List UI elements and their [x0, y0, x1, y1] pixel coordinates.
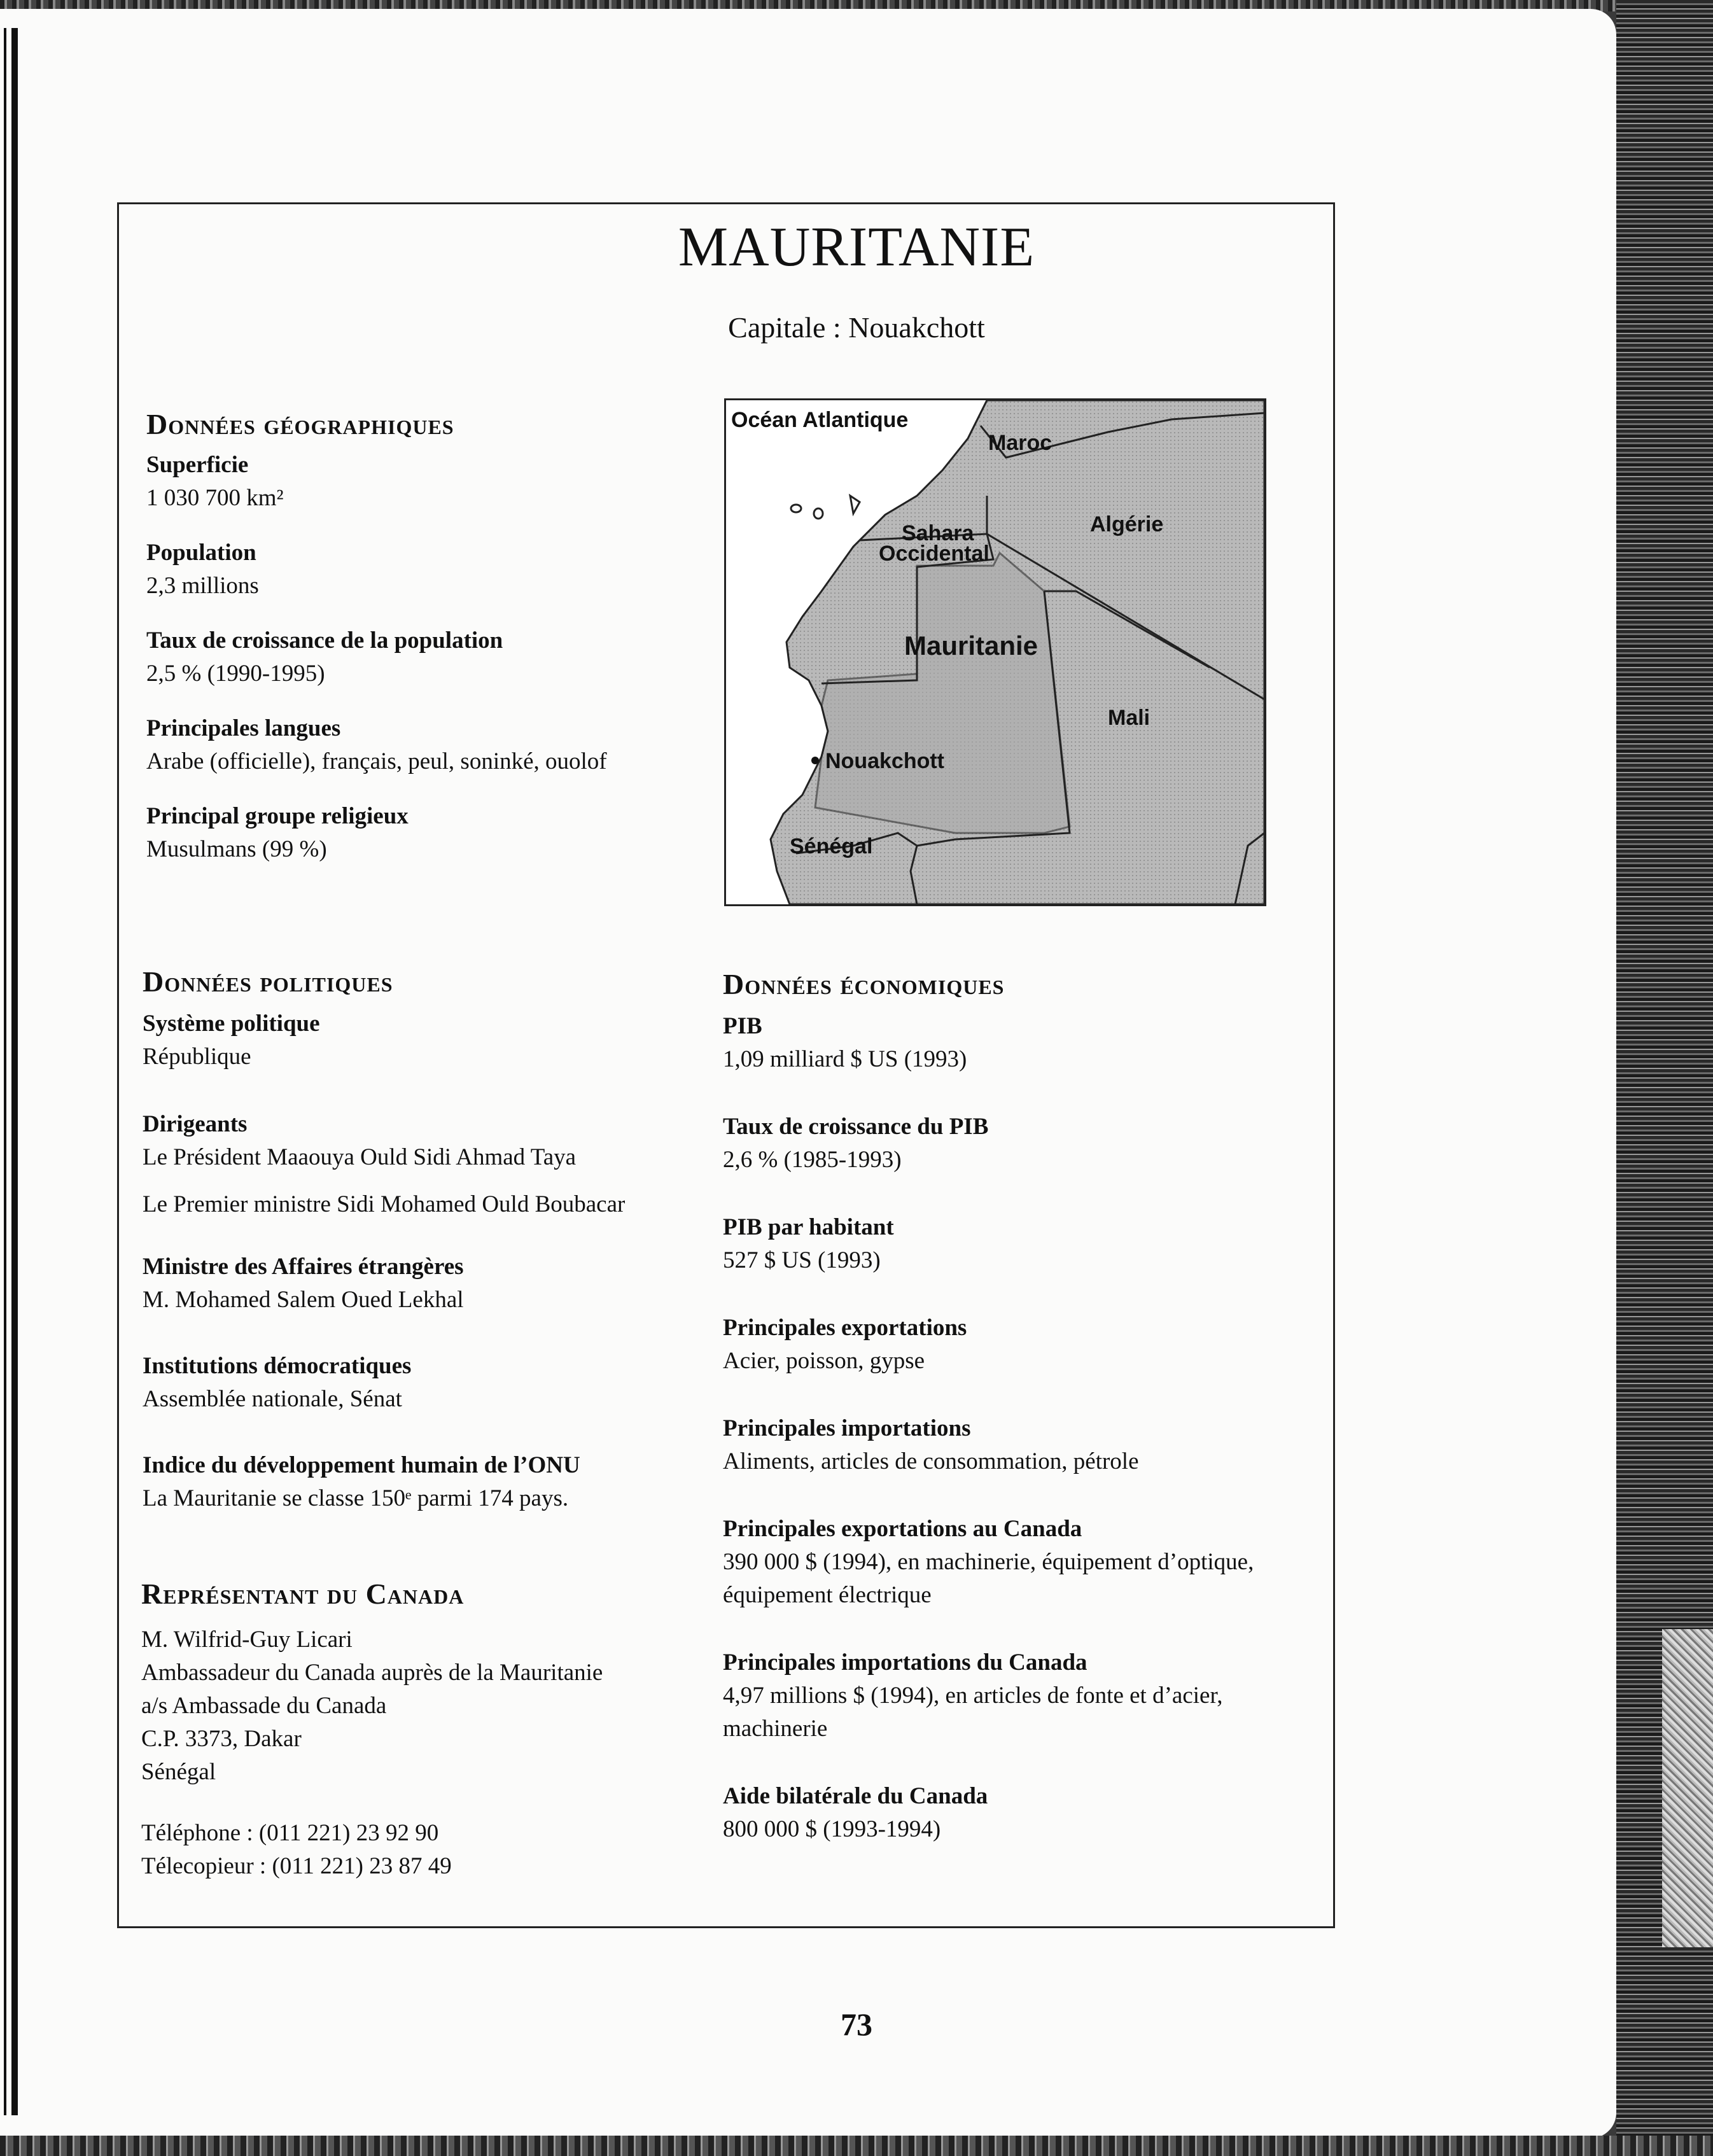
eco-value: Acier, poisson, gypse	[723, 1348, 925, 1374]
geo-item	[146, 536, 706, 603]
pol-label: Système politique	[143, 1011, 320, 1037]
eco-value: 2,6 % (1985-1993)	[723, 1147, 902, 1173]
pol-value: République	[143, 1044, 251, 1070]
rep-line: a/s Ambassade du Canada	[141, 1693, 387, 1719]
eco-value-2: machinerie	[723, 1716, 828, 1742]
eco-label: Aide bilatérale du Canada	[723, 1783, 988, 1809]
map-capital-dot	[811, 757, 819, 764]
page-title: MAURITANIE	[678, 216, 1035, 278]
eco-heading: Données économiques	[723, 968, 1005, 1000]
eco-value: 800 000 $ (1993-1994)	[723, 1816, 941, 1842]
pol-label: Institutions démocratiques	[143, 1353, 412, 1379]
eco-label: PIB par habitant	[723, 1214, 894, 1240]
geo-value: Arabe (officielle), français, peul, soninké, ouolof	[146, 748, 607, 774]
eco-label: PIB	[723, 1013, 762, 1039]
eco-item	[723, 1646, 1321, 1746]
pol-item	[143, 1350, 715, 1416]
eco-value: Aliments, articles de consommation, pétrole	[723, 1448, 1139, 1474]
eco-section	[723, 967, 1321, 1846]
eco-item	[723, 1412, 1321, 1478]
eco-item	[723, 1312, 1321, 1378]
eco-value: 390 000 $ (1994), en machinerie, équipement d’optique,	[723, 1549, 1254, 1575]
geo-section	[146, 407, 706, 866]
pol-label: Indice du développement humain de l’ONU	[143, 1452, 580, 1478]
pol-value-2: Le Premier ministre Sidi Mohamed Ould Boubacar	[143, 1191, 626, 1217]
pol-section	[143, 965, 715, 1515]
rep-line: C.P. 3373, Dakar	[141, 1726, 302, 1752]
map-label-mali: Mali	[1108, 706, 1150, 730]
geo-label: Principales langues	[146, 715, 341, 741]
map-label-nouakchott: Nouakchott	[825, 749, 944, 773]
geo-label: Taux de croissance de la population	[146, 627, 503, 654]
pol-value: M. Mohamed Salem Oued Lekhal	[143, 1287, 464, 1313]
region-map	[724, 398, 1266, 906]
rep-line: Sénégal	[141, 1759, 216, 1785]
rep-line: Ambassadeur du Canada auprès de la Mauritanie	[141, 1660, 603, 1686]
eco-value: 1,09 milliard $ US (1993)	[723, 1046, 967, 1072]
map-label-maroc: Maroc	[988, 431, 1052, 455]
eco-label: Principales exportations	[723, 1315, 967, 1341]
geo-label: Population	[146, 540, 256, 566]
map-svg	[726, 400, 1264, 904]
scan-right-patch	[1662, 1629, 1713, 1947]
rep-address	[141, 1623, 714, 1789]
geo-item	[146, 800, 706, 866]
eco-value-2: équipement électrique	[723, 1582, 932, 1608]
geo-value: 2,5 % (1990-1995)	[146, 661, 325, 687]
map-label-sahara: Sahara	[902, 521, 974, 545]
scan-bottom-edge	[0, 2136, 1713, 2156]
map-label-algerie: Algérie	[1090, 512, 1164, 536]
geo-item	[146, 624, 706, 690]
pol-value: Assemblée nationale, Sénat	[143, 1386, 402, 1412]
pol-value: La Mauritanie se classe 150ᵉ parmi 174 pays.	[143, 1485, 569, 1511]
geo-label: Principal groupe religieux	[146, 803, 409, 829]
pol-value: Le Président Maaouya Ould Sidi Ahmad Taya	[143, 1144, 577, 1170]
rep-phone: Téléphone : (011 221) 23 92 90	[141, 1820, 439, 1846]
map-label-senegal: Sénégal	[790, 834, 873, 858]
geo-heading: Données géographiques	[146, 408, 454, 440]
capital-line: Capitale : Nouakchott	[728, 311, 985, 344]
geo-value: 1 030 700 km²	[146, 485, 284, 511]
eco-item	[723, 1211, 1321, 1277]
pol-heading: Données politiques	[143, 965, 393, 998]
pol-item	[143, 1007, 715, 1074]
pol-item	[143, 1108, 715, 1221]
eco-value: 4,97 millions $ (1994), en articles de fonte et d’acier,	[723, 1683, 1223, 1709]
map-label-ocean: Océan Atlantique	[731, 408, 909, 432]
rep-section	[141, 1577, 714, 1883]
eco-item	[723, 1513, 1321, 1612]
geo-item	[146, 449, 706, 515]
eco-item	[723, 1110, 1321, 1177]
rep-contact	[141, 1817, 714, 1883]
eco-value: 527 $ US (1993)	[723, 1247, 881, 1273]
eco-label: Principales importations	[723, 1415, 971, 1441]
eco-label: Principales importations du Canada	[723, 1649, 1087, 1676]
rep-fax: Télecopieur : (011 221) 23 87 49	[141, 1853, 452, 1879]
eco-item	[723, 1010, 1321, 1076]
eco-item	[723, 1780, 1321, 1846]
eco-label: Principales exportations au Canada	[723, 1516, 1082, 1542]
pol-item	[143, 1250, 715, 1317]
map-label-mauritanie: Mauritanie	[904, 631, 1038, 661]
rep-heading: Représentant du Canada	[141, 1578, 465, 1610]
page-number: 73	[841, 2006, 872, 2042]
geo-value: Musulmans (99 %)	[146, 836, 327, 862]
map-label-occidental: Occidental	[879, 542, 989, 566]
geo-item	[146, 712, 706, 778]
geo-value: 2,3 millions	[146, 573, 259, 599]
eco-label: Taux de croissance du PIB	[723, 1114, 989, 1140]
geo-label: Superficie	[146, 452, 249, 478]
pol-label: Dirigeants	[143, 1111, 248, 1137]
rep-line: M. Wilfrid-Guy Licari	[141, 1627, 353, 1653]
pol-item	[143, 1449, 715, 1515]
pol-label: Ministre des Affaires étrangères	[143, 1254, 464, 1280]
